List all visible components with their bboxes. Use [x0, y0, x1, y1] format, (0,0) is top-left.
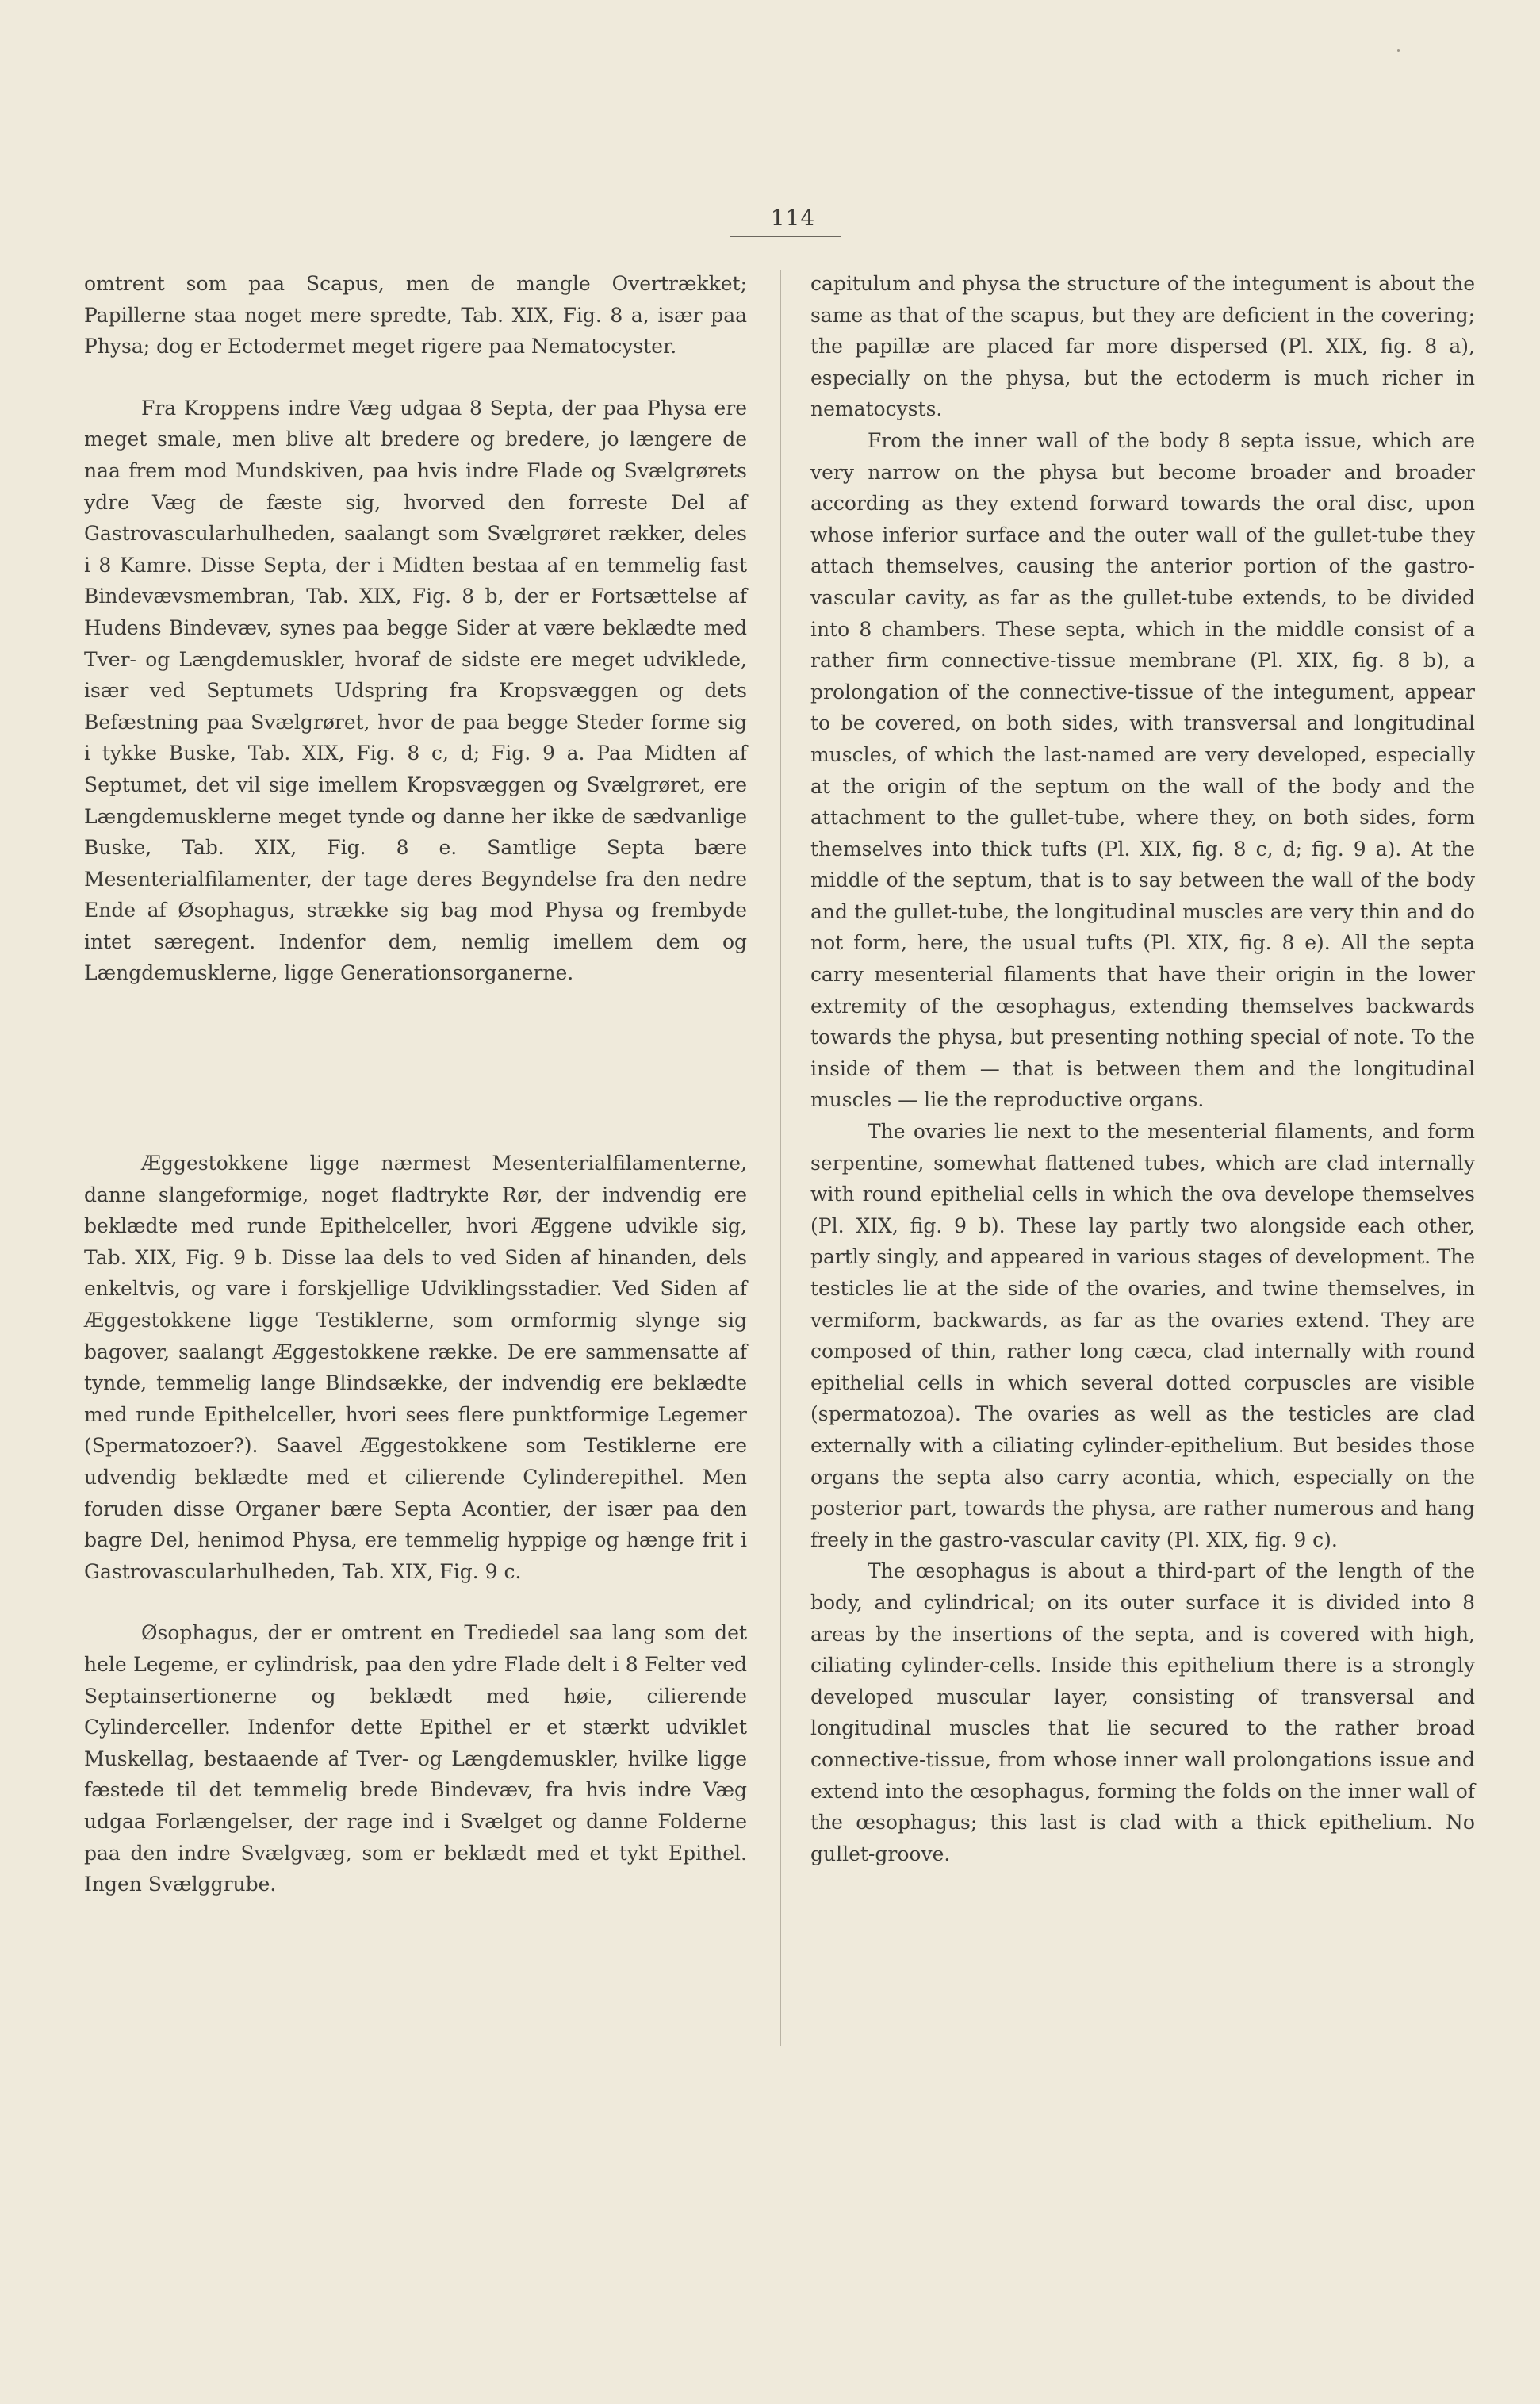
right-paragraph-2: From the inner wall of the body 8 septa issue, which are very narrow on the physa but become broader and broader according as they extend forward towards the oral disc, upon whose inferior surface and the outer wall of the gullet-tube they attach themselves, causing the anterior portion of the gastro-vascular cavity, as far as the gullet-tube extends, to be divided into 8 chambers. These septa, which in the middle consist of a rather firm connective-tissue membrane (Pl. XIX, fig. 8 b), a prolongation of the connective-tissue of the integument, appear to be covered, on both sides, with transversal and longitudinal muscles, of which the last-named are very developed, especially at the origin of the septum on the wall of the body and the attachment to the gullet-tube, where they, on both sides, form themselves into thick tufts (Pl. XIX, fig. 8 c, d; fig. 9 a). At the middle of the septum, that is to say between the wall of the body and the gullet-tube, the longitudinal muscles are very thin and do not form, here, the usual tufts (Pl. XIX, fig. 8 e). All the septa carry mesenterial filaments that have their origin in the lower extremity of the œsophagus, extending themselves backwards towards the physa, but presenting nothing special of note. To the inside of them — that is between them and the longitudinal muscles — lie the reproductive organs.: [810, 428, 1475, 1112]
right-paragraph-3: The ovaries lie next to the mesenterial filaments, and form serpentine, somewhat flattened tubes, which are clad internally with round epithelial cells in which the ova develope themselves (Pl. XIX, fig. 9 b). These lay partly two alongside each other, partly singly, and appeared in various stages of development. The testicles lie at the side of the ovaries, and twine themselves, in vermiform, backwards, as far as the ovaries extend. They are composed of thin, rather long cæca, clad internally with round epithelial cells in which several dotted corpuscles are visible (spermatozoa). The ovaries as well as the testicles are clad externally with a ciliating cylinder-epithelium. But besides those organs the septa also carry acontia, which, especially on the posterior part, towards the physa, are rather numerous and hang freely in the gastro-vascular cavity (Pl. XIX, fig. 9 c).: [810, 1120, 1475, 1551]
column-divider: [780, 270, 781, 2046]
left-paragraph-3: Æggestokkene ligge nærmest Mesenterialfilamenterne, danne slangeformige, noget fladtrykte Rør, der indvendig ere beklædte med runde Epithelceller, hvori Æggene udvikle sig, Tab. XIX, Fig. 9 b. Disse laa dels to ved Siden af hinanden, dels enkeltvis, og vare i forskjellige Udviklingsstadier. Ved Siden af Æggestokkene ligge Testiklerne, som ormformig slynge sig bagover, saalangt Æggestokkene række. De ere sammensatte af tynde, temmelig lange Blindsække, der indvendig ere beklædte med runde Epithelceller, hvori sees flere punktformige Legemer (Spermatozoer?). Saavel Æggestokkene som Testiklerne ere udvendig beklædte med et cilierende Cylinderepithel. Men foruden disse Organer bære Septa Acontier, der især paa den bagre Del, henimod Physa, ere temmelig hyppige og hænge frit i Gastrovascularhulheden, Tab. XIX, Fig. 9 c.: [84, 1152, 747, 1583]
page-number: 114: [770, 205, 816, 231]
right-paragraph-4: The œsophagus is about a third-part of the length of the body, and cylindrical; on its outer surface it is divided into 8 areas by the insertions of the septa, and is covered with high, ciliating cylinder-cells. Inside this epithelium there is a strongly developed muscular layer, consisting of transversal and longitudinal muscles that lie secured to the rather broad connective-tissue, from whose inner wall prolongations issue and extend into the œsophagus, forming the folds on the inner wall of the œsophagus; this last is clad with a thick epithelium. No gullet-groove.: [810, 1559, 1475, 1865]
left-paragraph-1: omtrent som paa Scapus, men de mangle Overtrækket; Papillerne staa noget mere spredte, Tab. XIX, Fig. 8 a, især paa Physa; dog er Ectodermet meget rigere paa Nematocyster.: [84, 272, 747, 358]
paper-speck: [1397, 49, 1400, 52]
left-column-norwegian: [84, 268, 747, 1900]
header-rule: [730, 236, 841, 237]
right-column-english: [810, 268, 1475, 1869]
right-paragraph-1: capitulum and physa the structure of the integument is about the same as that of the scapus, but they are deficient in the covering; the papillæ are placed far more dispersed (Pl. XIX, fig. 8 a), especially on the physa, but the ectoderm is much richer in nematocysts.: [810, 272, 1475, 421]
left-paragraph-2: Fra Kroppens indre Væg udgaa 8 Septa, der paa Physa ere meget smale, men blive alt bredere og bredere, jo længere de naa frem mod Mundskiven, paa hvis indre Flade og Svælgrørets ydre Væg de fæste sig, hvorved den forreste Del af Gastrovascularhulheden, saalangt som Svælgrøret rækker, deles i 8 Kamre. Disse Septa, der i Midten bestaa af en temmelig fast Bindevævsmembran, Tab. XIX, Fig. 8 b, der er Fortsættelse af Hudens Bindevæv, synes paa begge Sider at være beklædte med Tver- og Længdemuskler, hvoraf de sidste ere meget udviklede, især ved Septumets Udspring fra Kropsvæggen og dets Befæstning paa Svælgrøret, hvor de paa begge Steder forme sig i tykke Buske, Tab. XIX, Fig. 8 c, d; Fig. 9 a. Paa Midten af Septumet, det vil sige imellem Kropsvæggen og Svælgrøret, ere Længdemusklerne meget tynde og danne her ikke de sædvanlige Buske, Tab. XIX, Fig. 8 e. Samtlige Septa bære Mesenterialfilamenter, der tage deres Begyndelse fra den nedre Ende af Øsophagus, strække sig bag mod Physa og frembyde intet særegent. Indenfor dem, nemlig imellem dem og Længdemusklerne, ligge Generationsorganerne.: [84, 396, 747, 985]
left-paragraph-4: Øsophagus, der er omtrent en Trediedel saa lang som det hele Legeme, er cylindrisk, paa den ydre Flade delt i 8 Felter ved Septainsertionerne og beklædt med høie, cilierende Cylinderceller. Indenfor dette Epithel er et stærkt udviklet Muskellag, bestaaende af Tver- og Længdemuskler, hvilke ligge fæstede til det temmelig brede Bindevæv, fra hvis indre Væg udgaa Forlængelser, der rage ind i Svælget og danne Folderne paa den indre Svælgvæg, som er beklædt med et tykt Epithel. Ingen Svælggrube.: [84, 1621, 747, 1896]
